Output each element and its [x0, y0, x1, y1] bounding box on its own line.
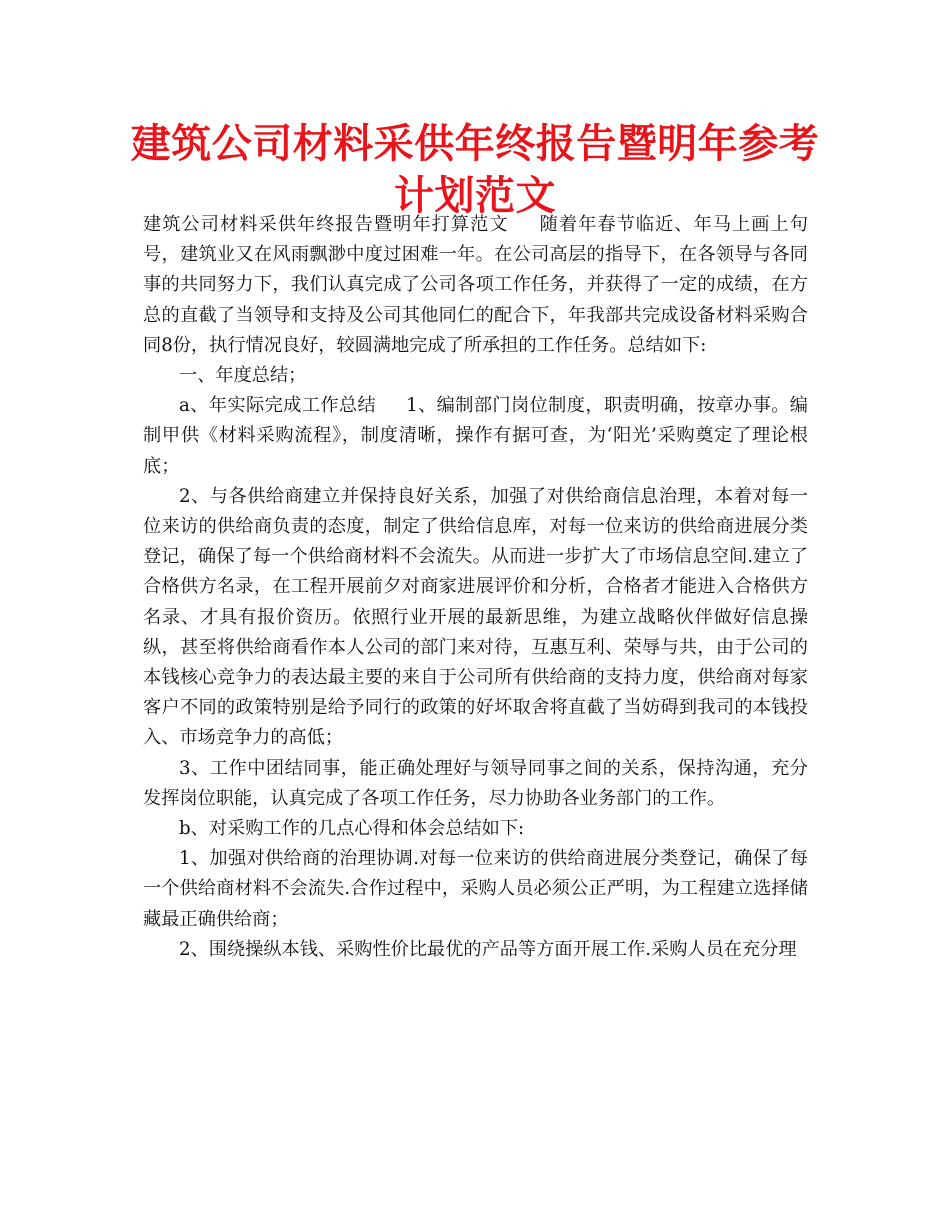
intro-text: 随着年春节临近、年马上画上句号，建筑业又在风雨飘渺中度过困难一年。在公司高层的指导下，在各领导与各同事的共同努力下，我们认真完成了公司各项工作任务，并获得了一定的成绩，在方总的直截了当领导和支持及公司其他同仁的配合下，年我部共完成设备材料采购合同8份，执行情况良好，较圆满地完成了所承担的工作任务。总结如下:	[143, 214, 808, 356]
paragraph-section-b: b、对采购工作的几点心得和体会总结如下:	[179, 818, 525, 840]
paragraph-item-2: 2、与各供给商建立并保持良好关系，加强了对供给商信息治理，本着对每一位来访的供给商负责的态度，制定了供给信息库，对每一位来访的供给商进展分类登记，确保了每一个供给商材料不会流失。从而进一步扩大了市场信息空间.建立了合格供方名录，在工程开展前夕对商家进展评价和分析，合格者才能进入合格供方名录、才具有报价资历。依照行业开展的最新思维，为建立战略伙伴做好信息操纵，甚至将供给商看作本人公司的部门来对待，互惠互利、荣辱与共，由于公司的本钱核心竞争力的表达最主要的来自于公司所有供给商的支持力度，供给商对每家客户不同的政策特别是给予同行的政策的好坏取舍将直截了当妨碍到我司的本钱投入、市场竞争力的高低；	[143, 485, 808, 749]
paragraph-b-item-1: 1、加强对供给商的治理协调.对每一位来访的供给商进展分类登记，确保了每一个供给商材料不会流失.合作过程中，采购人员必须公正严明，为工程建立选择储藏最正确供给商；	[143, 848, 808, 930]
paragraph-section-heading-1: 一、年度总结；	[179, 365, 307, 387]
paragraph-item-3: 3、工作中团结同事，能正确处理好与领导同事之间的关系，保持沟通，充分发挥岗位职能，认真完成了各项工作任务，尽力协助各业务部门的工作。	[143, 757, 808, 809]
paragraph-b-item-2: 2、围绕操纵本钱、采购性价比最优的产品等方面开展工作.采购人员在充分理	[179, 938, 797, 960]
section-a-text: 1、编制部门岗位制度，职责明确，按章办事。编制甲供《材料采购流程》，制度清晰，操作有据可查，为‘阳光’采购奠定了理论根底；	[143, 395, 808, 477]
document-title: 建筑公司材料采供年终报告暨明年参考计划范文	[130, 121, 820, 219]
intro-lead: 建筑公司材料采供年终报告暨明年打算范文	[143, 214, 509, 235]
document-body	[143, 210, 808, 965]
section-a-lead: a、年实际完成工作总结	[179, 395, 377, 417]
paragraph-intro	[143, 210, 808, 361]
paragraph-section-a	[143, 391, 808, 482]
